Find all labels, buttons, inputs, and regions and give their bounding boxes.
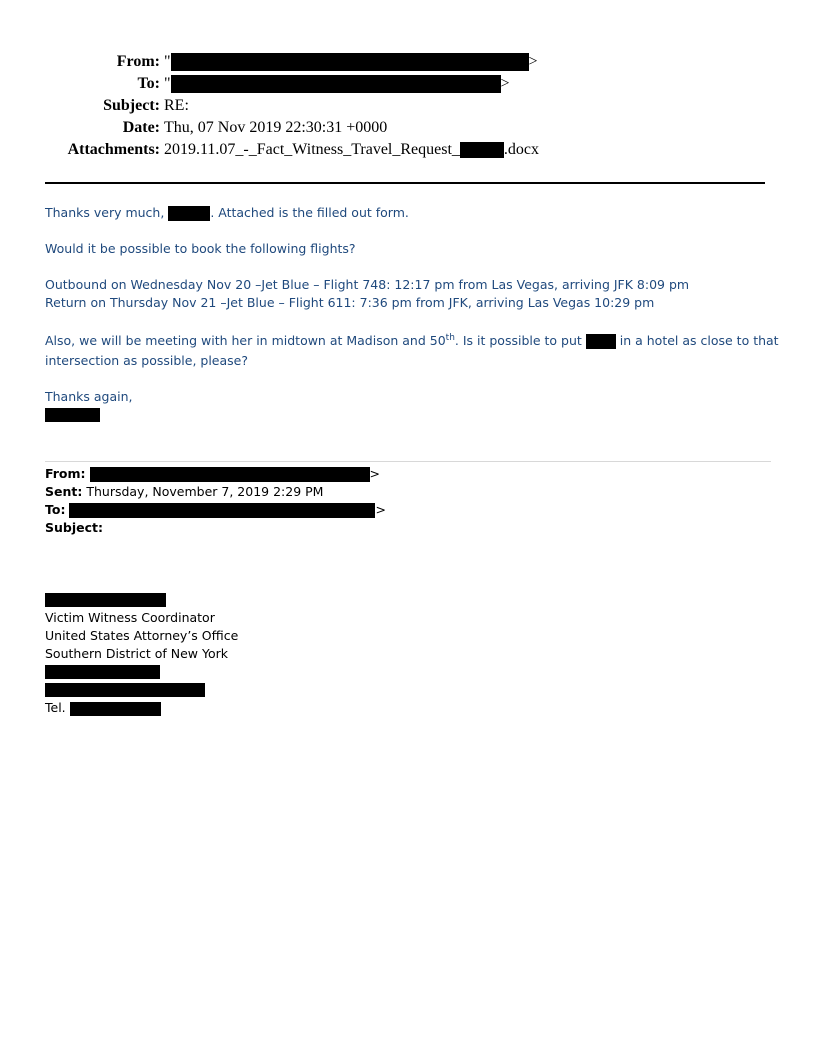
redacted-attachment-name [460,142,504,158]
quoted-from-label: From: [45,466,86,481]
header-divider [45,182,765,184]
return-flight-line: Return on Thursday Nov 21 –Jet Blue – Flight 611: 7:36 pm from JFK, arriving Las Vegas 10:29 pm [45,295,655,310]
header-from-row [0,53,816,73]
header-attachments-row [0,141,816,161]
ordinal-suffix: th [445,333,455,343]
redacted-address-line-1 [45,665,160,679]
quoted-to-label: To: [45,502,66,517]
attachment-filename[interactable] [164,141,539,159]
also-text-2: . Is it possible to put [454,333,586,349]
signature-tel-row [45,700,161,716]
redacted-name [168,206,210,221]
attached-text: . Attached is the filled out form. [210,205,409,220]
quoted-subject-row [45,520,103,535]
quoted-subject-label: Subject: [45,520,103,535]
tel-label: Tel. [45,700,70,715]
attachment-suffix: .docx [503,141,540,158]
header-to-row [0,75,816,95]
redacted-address-line-2 [45,683,205,697]
thanks-text: Thanks very much, [45,205,169,220]
header-from-value [164,53,538,71]
quoted-to-angle: > [375,502,386,517]
body-line-intersection: intersection as possible, please? [45,353,248,368]
signature-office: United States Attorney’s Office [45,628,239,643]
header-date-label: Date: [122,119,160,136]
also-text-3: in a hotel as close to that [615,333,779,349]
signature-title: Victim Witness Coordinator [45,610,215,625]
redacted-quoted-to [69,503,375,518]
header-date-row [0,119,816,139]
redacted-phone [70,702,161,716]
body-line-also [45,333,779,349]
also-text: Also, we will be meeting with her in midtown at Madison and 50 [45,333,446,349]
body-line-question: Would it be possible to book the following flights? [45,241,356,256]
quoted-divider [45,461,771,462]
body-line-thanks [45,205,409,221]
to-quote: " [164,75,171,92]
redacted-coordinator-name [45,593,166,607]
redacted-quoted-from [90,467,370,482]
from-quote: " [164,53,171,70]
attachment-prefix: 2019.11.07_-_Fact_Witness_Travel_Request_ [164,141,460,158]
header-to-label: To: [137,75,160,92]
header-subject-value: RE: [164,97,189,114]
header-subject-label: Subject: [103,97,160,114]
quoted-sent-label: Sent: [45,484,83,499]
header-date-value: Thu, 07 Nov 2019 22:30:31 +0000 [164,119,388,136]
header-attachments-label: Attachments: [67,141,160,158]
from-angle: > [528,53,538,70]
redacted-from-address [171,53,529,71]
quoted-sent-row [45,484,323,499]
quoted-to-row [45,502,386,518]
header-from-label: From: [116,53,160,70]
header-to-value [164,75,510,93]
outbound-flight-line: Outbound on Wednesday Nov 20 –Jet Blue – Flight 748: 12:17 pm from Las Vegas, arriving JFK 8:09 pm [45,277,690,292]
body-line-thanks-again: Thanks again, [45,389,133,404]
header-subject-row [0,97,816,117]
redacted-signature-name [45,408,100,422]
to-angle: > [500,75,510,92]
redacted-to-address [171,75,501,93]
quoted-sent-value: Thursday, November 7, 2019 2:29 PM [82,484,324,499]
signature-district: Southern District of New York [45,646,228,661]
quoted-from-angle: > [369,466,380,481]
quoted-from-row [45,466,380,482]
redacted-person [586,334,616,349]
